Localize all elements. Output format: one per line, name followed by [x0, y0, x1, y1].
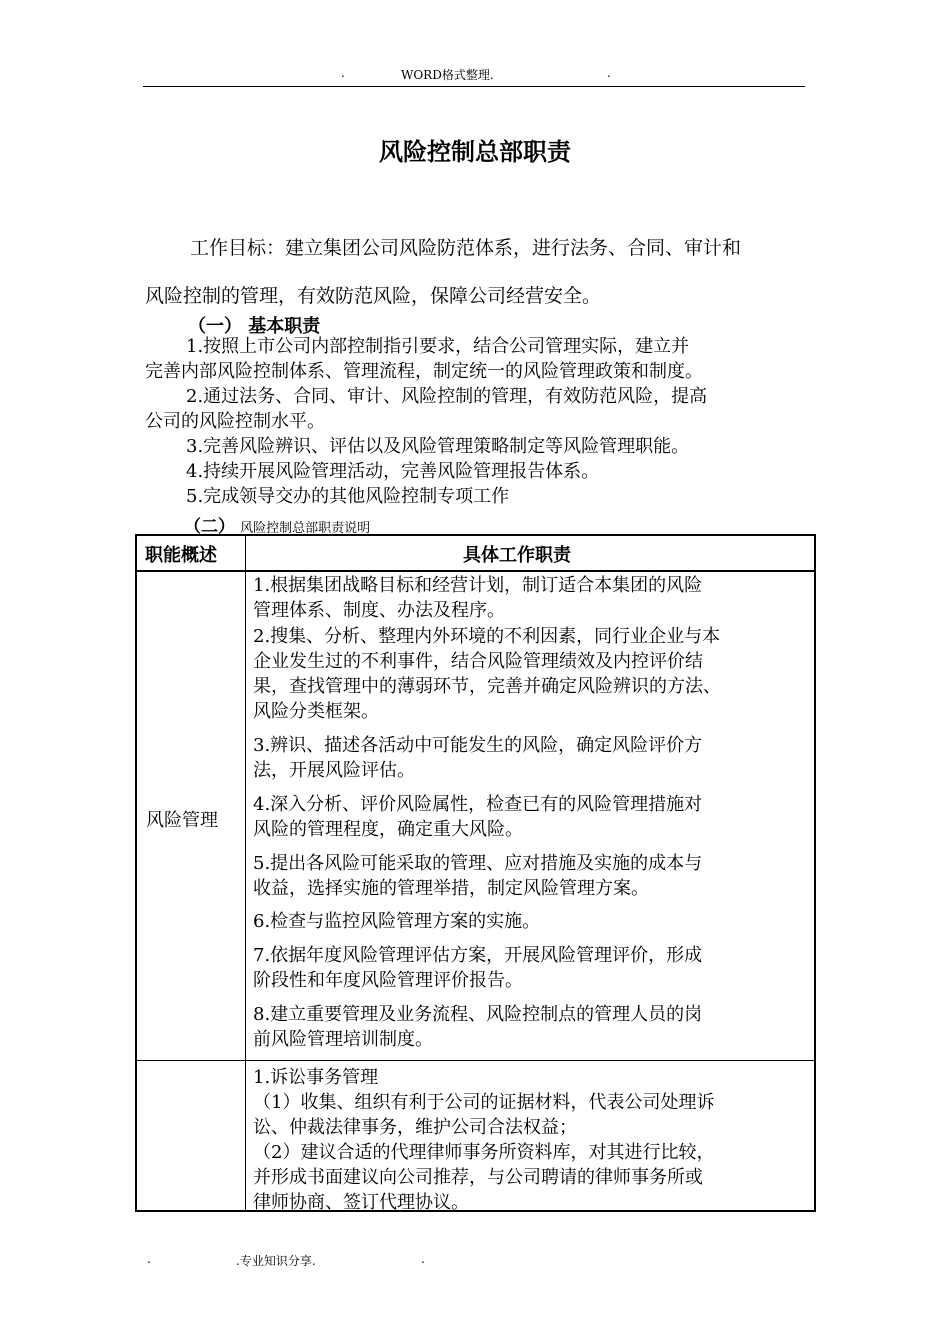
legal-duties — [253, 1065, 816, 1215]
legal-duty-line-3: 讼、仲裁法律事务，维护公司合法权益； — [253, 1117, 577, 1138]
legal-duty-line-4: （2）建议合适的代理律师事务所资料库，对其进行比较， — [253, 1142, 715, 1163]
risk-duty-6 — [253, 909, 816, 934]
footer-dot-right: . — [421, 1252, 425, 1266]
table-header-function: 职能概述 — [145, 545, 217, 566]
risk-duty-2-line-3: 果，查找管理中的薄弱环节，完善并确定风险辨识的方法、 — [253, 676, 721, 697]
risk-duty-2-line-4: 风险分类框架。 — [253, 701, 379, 722]
duty-item-4: 4.持续开展风险管理活动，完善风险管理报告体系。 — [186, 461, 600, 482]
duty-item-5: 5.完成领导交办的其他风险控制专项工作 — [186, 486, 510, 507]
risk-duty-3-line-1: 3.辨识、描述各活动中可能发生的风险，确定风险评价方 — [253, 735, 703, 756]
risk-duty-6-line-1: 6.检查与监控风险管理方案的实施。 — [253, 911, 541, 932]
risk-duty-8-line-1: 8.建立重要管理及业务流程、风险控制点的管理人员的岗 — [253, 1004, 703, 1025]
legal-duty-line-1: 1.诉讼事务管理 — [253, 1067, 379, 1088]
work-goal-line-2: 风险控制的管理，有效防范风险，保障公司经营安全。 — [145, 285, 602, 307]
footer-dot-left: . — [147, 1252, 151, 1266]
risk-duty-4-line-1: 4.深入分析、评价风险属性，检查已有的风险管理措施对 — [253, 794, 703, 815]
risk-duty-5-line-1: 5.提出各风险可能采取的管理、应对措施及实施的成本与 — [253, 853, 703, 874]
risk-duty-1-line-1: 1.根据集团战略目标和经营计划，制订适合本集团的风险 — [253, 575, 703, 596]
row-label-risk-management: 风险管理 — [146, 810, 218, 831]
risk-duty-7 — [253, 943, 816, 993]
risk-duty-1-line-2: 管理体系、制度、办法及程序。 — [253, 600, 505, 621]
section-2-number: （二） — [184, 517, 235, 537]
risk-duty-7-line-2: 阶段性和年度风险管理评价报告。 — [253, 970, 523, 991]
table-header-divider — [137, 570, 814, 572]
duty-item-2-line-2: 公司的风险控制水平。 — [145, 411, 325, 432]
legal-duty-line-6: 律师协商、签订代理协议。 — [253, 1192, 469, 1213]
risk-duty-4-line-2: 风险的管理程度，确定重大风险。 — [253, 819, 523, 840]
risk-duty-2-line-1: 2.搜集、分析、整理内外环境的不利因素，同行业企业与本 — [253, 626, 721, 647]
risk-duty-4 — [253, 792, 816, 842]
table-row-divider — [137, 1060, 814, 1061]
document-title: 风险控制总部职责 — [379, 138, 571, 166]
risk-duty-2 — [253, 624, 816, 724]
legal-duty-line-5: 并形成书面建议向公司推荐，与公司聘请的律师事务所或 — [253, 1167, 703, 1188]
risk-duty-5-line-2: 收益，选择实施的管理举措，制定风险管理方案。 — [253, 878, 649, 899]
risk-duty-2-line-2: 企业发生过的不利事件，结合风险管理绩效及内控评价结 — [253, 651, 703, 672]
legal-duty-line-2: （1）收集、组织有利于公司的证据材料，代表公司处理诉 — [253, 1092, 715, 1113]
duty-item-3: 3.完善风险辨识、评估以及风险管理策略制定等风险管理职能。 — [186, 436, 690, 457]
duty-item-2-line-1: 2.通过法务、合同、审计、风险控制的管理，有效防范风险，提高 — [186, 386, 708, 407]
page-header — [143, 66, 805, 87]
header-dot-left: . — [341, 66, 345, 80]
risk-duty-3-line-2: 法，开展风险评估。 — [253, 760, 415, 781]
table-header-duties: 具体工作职责 — [463, 545, 571, 566]
risk-duty-1 — [253, 573, 816, 623]
risk-duty-8 — [253, 1002, 816, 1052]
footer-text: .专业知识分享. — [236, 1254, 316, 1268]
risk-duty-7-line-1: 7.依据年度风险管理评估方案，开展风险管理评价，形成 — [253, 945, 703, 966]
section-2-title: 风险控制总部职责说明 — [240, 521, 371, 536]
risk-duty-3 — [253, 733, 816, 783]
header-dot-right: . — [607, 66, 611, 80]
table-column-divider — [245, 536, 246, 1210]
section-1-heading: （一） 基本职责 — [188, 316, 321, 337]
duty-item-1-line-2: 完善内部风险控制体系、管理流程，制定统一的风险管理政策和制度。 — [145, 361, 703, 382]
responsibility-table — [135, 534, 816, 1212]
risk-duty-8-line-2: 前风险管理培训制度。 — [253, 1029, 433, 1050]
work-goal-line-1: 工作目标：建立集团公司风险防范体系，进行法务、合同、审计和 — [190, 237, 742, 259]
header-text: WORD格式整理. — [401, 68, 494, 82]
duty-item-1-line-1: 1.按照上市公司内部控制指引要求，结合公司管理实际，建立并 — [186, 336, 690, 357]
risk-duty-5 — [253, 851, 816, 901]
